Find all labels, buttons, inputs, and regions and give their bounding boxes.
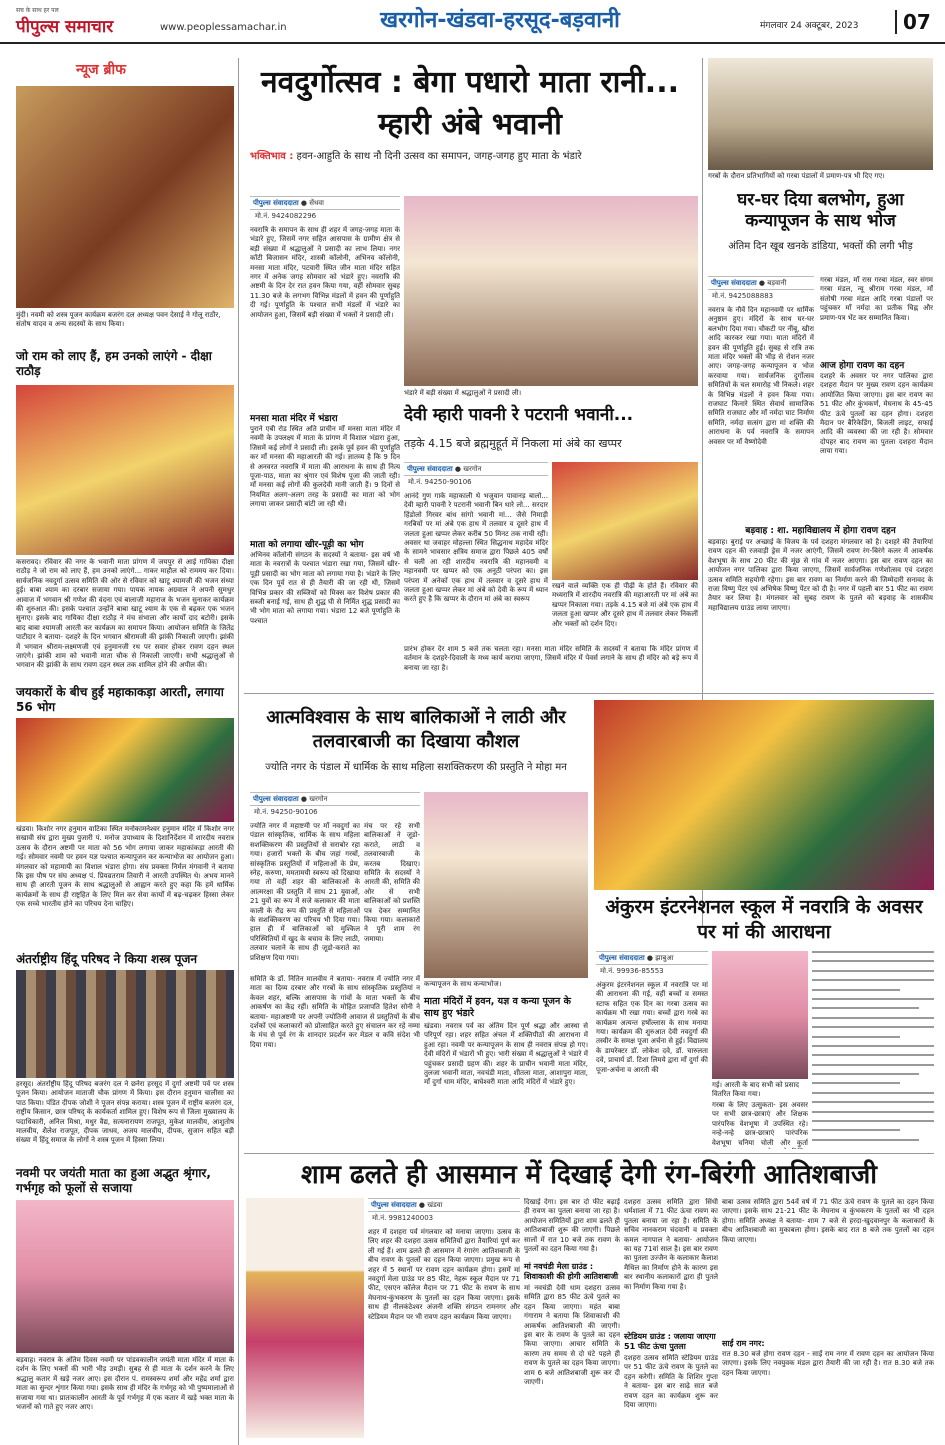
khappar-photo bbox=[552, 462, 698, 580]
talwar-body: खंडवा। नवरात्र पर्व का अंतिम दिन पूर्ण श्रद्धा और आस्था से परिपूर्ण रहा। शहर सहित अंचल में शक्तिपीठों की आराधना में हुआ रहा। नवमी पर कन्यापूजन के साथ ही नवरात्र संपन्न हो गए। देवी मंदिरों में भंडारों भी हुए। भारी संख्या में श्रद्धालुओं ने भंडारे में पहुंचकर प्रसादी ग्रहण की। शहर के प्राचीन भवानी माता मंदिर, तुलजा भवानी माता, नवचंडी माता, शीतला माता, आशापुरा माता, माँ दुर्गा धाम मंदिर, बाघेश्वरी माता आदि मंदिरों में भंडारे हुए। bbox=[424, 1022, 588, 1087]
subhead: मां नवचंडी मेला ग्राउंड : शिवाकाशी की होगी आतिशबाजी bbox=[524, 1262, 619, 1281]
kanya-bhoj-photo bbox=[424, 792, 588, 978]
byline: पीपुल्स संवाददाता ● झाबुआ bbox=[596, 951, 708, 965]
byline-paper: पीपुल्स संवाददाता bbox=[253, 795, 299, 803]
shastra-pujan-photo bbox=[16, 970, 234, 1078]
issue-date: मंगलवार 24 अक्टूबर, 2023 bbox=[760, 21, 859, 31]
brief-body: खंडवा। किशोर नगर हनुमान वाटिका स्थित मनोकामनेश्वर हनुमान मंदिर में किशोर नगर सखावी संघ द्वारा मुख्य पुजारी पं. मनोज उपाध्याय के दिशानिर्देशन में शारदीय नवरात्र उत्सव के दौरान अष्टमी पर माता को 56 भोग लगाया जाकर महाकांकड़ा आरती की गई। सोमवार नवमी पर हवन यज्ञ पश्चात कन्यापूजन कर कन्याभोज का आयोजन हुआ। मंगलवार को महामायी का विशाल भंडारा होगा। संघ प्रवक्ता निर्मल मंगवानी ने बताया कि इस पौष पर संघ अध्यक्ष पं. प्रियव्रतराम तिवारी ने आरती उपस्थित थे। अभय मानने साथ ही आरती पूजन के साथ श्रद्धालुओं से आह्वान करते हुए कहा कि हमें धार्मिक कार्यक्रमों के साथ ही राष्ट्रहित के लिए मिल कर सेवा कार्यों में बढ़-चढ़कर हिस्सा लेकर एक सच्चे भारतीय होने का परिचय देना चाहिए। bbox=[16, 825, 234, 909]
photo-caption: भंडारे में बड़ी संख्या में श्रद्धालुओं ने प्रसादी ली। bbox=[404, 389, 522, 397]
section-rule bbox=[244, 693, 934, 694]
kanya-deck: अंतिम दिन खूब खनके डांडिया, भक्तों की लगी भीड़ bbox=[728, 241, 913, 252]
section-rule bbox=[244, 1153, 934, 1154]
byline: पीपुल्स संवाददाता ● सेंधवा bbox=[250, 196, 400, 210]
byline-place: खरगोन bbox=[463, 465, 482, 473]
talwar-headline: आत्मविश्वास के साथ बालिकाओं ने लाठी और तलवारबाजी का दिखाया कौशल bbox=[266, 707, 566, 752]
byline-place: बड़वानी bbox=[767, 279, 787, 287]
brief-headline: अंतर्राष्ट्रीय हिंदू परिषद ने किया शस्त्र पूजन bbox=[16, 952, 198, 966]
subhead: मनसा माता मंदिर में भंडारा bbox=[250, 414, 338, 424]
logo-tagline: सच के साथ हर पल bbox=[16, 7, 59, 14]
photo-caption: गरबों के दौरान प्रतिभागियों को गरबा पंडालों में प्रमाण-पत्र भी दिए गए। bbox=[708, 172, 885, 180]
fireworks-headline: शाम ढलते ही आसमान में दिखाई देगी रंग-बिरंगी आतिशबाजी bbox=[301, 1160, 877, 1190]
byline-paper: पीपुल्स संवाददाता bbox=[599, 954, 645, 962]
main-body: नवरात्रि के समापन के साथ ही शहर में जगह-जगह माता के भंडारे हुए, जिसमें नगर सहित आसपास के ग्रामीण क्षेत्र से बड़ी संख्या में श्रद्धालुओं ने प्रसादी का लाभ लिया। नगर कॉटी बिजासन मंदिर, शास्त्री कॉलोनी, अभिनव कॉलोनी, मनसा माता मंदिर, पटवारी स्थित जीन माता मंदिर सहित नगर में अनेक जगह सोमवार को भंडारे हुए। नवरात्रि की अष्टमी के दिन देर रात हवन किया गया, वहीं सोमवार सुबह 11.30 बजे के लगभग विभिन्न मंडलों में हवन की पूर्णाहुति दी गई। पूर्णाहुति के पश्चात सभी मंडलों में भंडारे का आयोजन हुआ, जिसमें बड़ी संख्या में भक्तों ने प्रसादी ली। bbox=[250, 226, 400, 319]
subhead: आज होगा रावण का दहन bbox=[820, 361, 905, 371]
byline: पीपुल्स संवाददाता ● खरगोन bbox=[404, 462, 548, 476]
photo-caption: गई। आरती के बाद सभी को प्रसाद वितरित किया गया। bbox=[712, 1081, 800, 1098]
fireworks-body: दशहरा उत्सव समिति द्वारा सिंधी धर्मशाला में 71 फीट ऊंचा रावण का पुतला बनाया जा रहा है। समिति के सचिव नानकराम चंदवानी व प्रवक्ता कमल नागपाल ने बताया- आयोजन का यह 71वां साल है। इस बार रावण का पुतला उज्जैन के कलाकार कैलाश मैथिल का निर्माण होने के कारण इस बार स्थानीय कलाकारों द्वारा ही पुतले का निर्माण किया गया है। bbox=[624, 1198, 718, 1291]
byline-paper: पीपुल्स संवाददाता bbox=[407, 465, 453, 473]
kanya-body: नवरात्र के नौवें दिन महानवमी पर धार्मिक अनुष्ठान हुए। मंदिरों के साथ घर-घर बलभोग दिया गया। चौकटी पर नींबू, खीरा आदि कारकर रखा गया। माता मंदिरों में हवन की पूर्णाहुति हुई। सुबह से रात्रि तक माता मंदिर भक्तों की भीड़ से रोशन नजर आए। जगह-जगह कन्यापूजन व भोज करवाया गया। सार्वजनिक दुर्गोत्सव समितियों के चल समारोह भी निकले। शहर के विभिन्न मंडलों ने हवन किया गया। राजघाट किनारे स्थित सेवार्थ सामाजिक समिति राजघाट और माँ नर्मदा घाट निर्माण समिति, नर्मदा सत्संग द्वारा मां शक्ति की आराधना के पर्व नवरात्रि के समापन अवसर पर माँ वैष्णोदेवी bbox=[708, 306, 814, 446]
fireworks-body: रात 8.30 बजे होगा रावण दहन - साईं राम नगर में रावण दहन का आयोजन किया जाएगा। इसके लिए नवयुवक मंडल द्वारा तैयारी की जा रही है। रात 8.30 बजे तक दहन किया जाएगा। bbox=[722, 1350, 934, 1377]
reporter-mobile: मो.नं. 9981240003 bbox=[372, 1214, 434, 1222]
brief-body: हरसूद। अंतर्राष्ट्रीय हिंदू परिषद बजरंग दल ने छनेरा हरसूद में दुर्गा अष्टमी पर्व पर शस्त्र पूजन किया। आयोजन माताजी चौक प्रांगण में किया। इस दौरान हनुमान चालीसा का पाठ किया। पंडित दीपक जोशी ने पूजन संपन्न कराया। शस्त्र पूजन में राष्ट्रीय बजरंग दल, राष्ट्रीय किसान, छात्र परिषद् के कार्यकर्ता शामिल हुए। विशेष रूप से जिला मुख्यालय के पदाधिकारी, अनिल मिश्रा, मधुर वैद्य, सत्यनारायण राजपूत, मुकेश मालवीय, आशुतोष मालवीय, शैलेश राजपूत, दीपक जाधव, अजय मालवीय, दीपक, सुजान सहित बड़ी संख्या में हिंदू समाज के लोगों ने शस्त्र पूजन में हिस्सा लिया। bbox=[16, 1080, 234, 1145]
khappar-body: प्रारंभ होकर देर शाम 5 बजे तक चलता रहा। मनसा माता मंदिर समिति के सदस्यों ने बताया कि मंदिर प्रांगण में वर्तमान के दशहरे-दिवाली के मध्य कार्य कराया जाएगा, जिसमें मंदिर में पेवर्स लगाने के साथ ही मंदिर को बड़े रूप में बनाया जा रहा है। bbox=[404, 645, 698, 672]
ankuram-body-continued bbox=[812, 951, 934, 1149]
deck-kicker: भक्तिभाव : bbox=[250, 151, 294, 162]
main-headline: नवदुर्गोत्सव : बेगा पधारो माता रानी... म्हारी अंबे भवानी bbox=[261, 65, 679, 142]
khappar-headline: देवी म्हारी पावनी रे पटरानी भवानी... bbox=[404, 405, 634, 425]
subhead: माता मंदिरों में हवन, यज्ञ व कन्या पूजन के साथ हुए भंडारे bbox=[424, 996, 571, 1019]
logo-text: पीपुल्स समाचार bbox=[16, 17, 114, 37]
khappar-body: रखने वाले व्यक्ति एक ही पीढ़ी के होते हैं। रविवार की मध्यरात्रि में शारदीय नवरात्रि की महाआरती पर मां अंबे का खप्पर निकाला गया। तड़के 4.15 बजे मां अंबे एक हाथ में जलता हुआ खप्पर और दूसरे हाथ में तलवार लेकर निकलीं और भक्तों को दर्शन दिए। bbox=[552, 582, 698, 628]
khappar-body: आनंदे गुण गाके महाकाली थे भजुवान पावानड़ बालो... देवी म्हारी पावनी रे पटरानी भवानी बिन थारे लो... सरदार हिंडोलो गिरवर बांध सांगो भवानी मां... जैसे निमाड़ी गरबियों पर मां अंबे एक हाथ में तलवार व दूसरे हाथ में जलता हुआ खप्पर लेकर करीब 50 मिनट तक नाची रहीं। अवसर था जवाहर मोहल्ला स्थित सिद्धनाथ महादेव मंदिर के सामने भावसार क्षत्रिय समाज द्वारा पिछले 405 वर्षों से चली आ रही शारदीय नवरात्रि की महानवमी व महानवमी पर खप्पर को एक अनूठी परंपरा का। इस परंपरा में अनेकों एक हाथ में तलवार व दूसरे हाथ में जलता हुआ खप्पर लेकर मां अंबे को देवी के रूप में ध्यान करते हुए है कि खप्पर के दौरान मां अंबे का स्वरूप bbox=[404, 492, 548, 604]
khappar-deck: तड़के 4.15 बजे ब्रह्ममुहूर्त में निकला मां अंबे का खप्पर bbox=[404, 437, 622, 450]
ankuram-garba-photo bbox=[594, 700, 934, 890]
talwar-deck: ज्योति नगर के पंडाल में धार्मिक के साथ महिला सशक्तिकरण की प्रस्तुति ने मोहा मन bbox=[265, 762, 567, 773]
kanya-body: दशहरे के अवसर पर नगर पालिका द्वारा दशहरा मैदान पर मुख्य रावण दहन कार्यक्रम आयोजित किया जाएगा। इस बार रावण का 51 फीट और कुंभकर्ण, मेघनाथ के 45-45 फीट ऊंचे पुतलों का दहन होगा। दशहरा मैदान पर बैरिकेडिंग, बिजली लाइट, सफाई आदि की व्यवस्था की जा रही है। सोमवार दोपहर बाद रावण का पुतला दशहरा मैदान लाया गया। bbox=[820, 372, 933, 456]
reporter-mobile: मो.नं. 94250-90106 bbox=[254, 808, 318, 816]
subhead: साईं राम नगर: bbox=[722, 1339, 765, 1348]
byline-paper: पीपुल्स संवाददाता bbox=[711, 279, 757, 287]
reporter-mobile: मो.नं. 99936-85553 bbox=[600, 967, 664, 975]
ankuram-headline: अंकुरम इंटरनेशनल स्कूल में नवरात्रि के अवसर पर मां की आराधना bbox=[605, 896, 923, 943]
fireworks-body: शहर में दशहरा पर्व मंगलवार को मनाया जाएगा। उत्सव के लिए शहर की दशहरा उत्सव समितियों द्वारा तैयारियां पूर्ण कर ली गई हैं। शाम ढलते ही आसमान में रंगारंग आतिशबाजी के बीच रावण के पुतलों का दहन किया जाएगा। प्रमुख रूप से शहर में 5 स्थानों पर रावण दहन कार्यक्रम होगा। इसमें मां नवदुर्गा मेला ग्राउंड पर 85 फीट, नेहरू स्कूल मैदान पर 71 फीट, एसएन कॉलेज मैदान पर 71 फीट के रावण के साथ मेघनाथ-कुंभकरण के पुतलों का दहन किया जाएगा। इसके साथ ही नीलकंठेश्वर अंजनी शक्ति संगठन रामनगर और स्टेडियम मैदान पर भी रावण दहन कार्यक्रम किया जाएगा। bbox=[368, 1228, 520, 1321]
talwar-body: समिति के डॉ. नितिन मालवीय ने बताया- नवरात्र में ज्योति नगर में माता का दिव्य दरबार और गरबों के साथ सांस्कृतिक प्रस्तुतियां न केवल शहर, बल्कि आसपास के गांवों के माता भक्तों के बीच आकर्षण का केंद्र रहीं। समिति के मोहित प्रजापति हितेश सोनी ने बताया- महाअष्टमी पर अपनी ज्योतिनी आवाज से प्रस्तुतियों के बीच दर्शकों एवं कलाकारों को प्रोत्साहित करते हुए संचालन कर रहे नम्मा के मंच से पूर्व रंग के शानदार प्रदर्शन कर मेडल व कवि संदेश भी दिया गया। bbox=[250, 975, 420, 1049]
byline-paper: पीपुल्स संवाददाता bbox=[371, 1201, 417, 1209]
byline-paper: पीपुल्स संवाददाता bbox=[253, 199, 299, 207]
main-body: अभिनव कॉलोनी संगठन के सदस्यों ने बताया- इस वर्ष भी माता के नवरात्रों के पश्चात भंडारा रखा गया, जिसमें खीर-पूड़ी प्रसादी का भोग माता को लगाया गया है। भंडारे के लिए एक दिन पूर्व रात से ही तैयारी की जा रही थी, जिसमें विभिन्न प्रकार की सब्जियों को मिक्स कर विशेष प्रकार की सब्जी बनाई गई, साथ ही शुद्ध घी से निर्मित शुद्ध प्रसादी का भी भोग माता को लगाया गया। भंडारा 12 बजे पूर्णाहुति के पश्चात bbox=[250, 551, 400, 625]
temple-pooja-photo bbox=[16, 86, 234, 308]
kanya-headline: घर-घर दिया बलभोग, हुआ कन्यापूजन के साथ भोज bbox=[737, 190, 904, 231]
brief-body: कसरावद। रविवार की नगर के भवानी माता प्रांगण में जयपुर से आई गायिका दीक्षा राठौड़ ने जो राम को लाए हैं, हम उनको लाएंगे... गाकर माहौल को राममय कर दिया। सार्वजनिक नवदुर्गा उत्सव समिति की ओर से रविवार को खाटू श्यामजी की भजन संध्या हुई। बाबा श्याम का दरबार सजाया गया। पायक नायक अग्रवाल ने अपनी सुमधुर आवाज में भगवान श्री गणेश की वंदना एवं बालाजी महाराज के भजन सुनाकर कार्यक्रम की शुरुआत की। इसके पश्चात उन्होंने बाबा खाटू श्याम के एक से बढ़कर एक भजन सुनाए। इसके बाद गायिका दीक्षा राठौड़ ने मंच संभाला और कार्यों दाद बटोरी। इसके बाद बाबा श्यामजी आरती कर कार्यक्रम का समापन किया। आयोजन समिति के जितेंद्र पाटीदार ने बताया- दशहरे के दिन भगवान श्रीरामजी की झांकी निकाली जाएगी। झांकी में भगवान श्रीराम-लक्ष्मणजी एवं हनुमानजी रथ पर सवार होकर रावण दहन स्थल जाएंगे। झांकी शाम को भवानी माता चौक से निकाली जाएगी। सभी श्रद्धालुओं से भगवान की झांकी के साथ रावण दहन स्थल तक शामिल होने की अपील की। bbox=[16, 558, 234, 670]
brief-body: बड़वाह। नवरात्र के अंतिम दिवस नवमी पर पांडवकालीन जयंती माता मंदिर में माता के दर्शन के लिए भक्तों की भारी भीड़ उमड़ी। सुबह से ही माता के दर्शन करने के लिए श्रद्धालु कतार में खड़े नजर आए। इस दौरान पं. रामस्वरूप शर्मा और महेंद्र शर्मा द्वारा माता का सुन्दर शृंगार किया गया। इसके साथ ही मंदिर के गर्भगृह को भी पुष्पमालाओं से सजाया गया था। प्रातःकालीन आरती के पूर्व गर्भगृह में एक कतार में खड़े भक्त माता के भजनों को गाते हुए नजर आए। bbox=[16, 1356, 234, 1412]
main-deck bbox=[250, 150, 696, 163]
talwar-body: मंच पर रहे सभी बालिकाओं ने जूडो-कराते, लाठी व तलवारबाजी के करतब दिखाए। समिति के सदस्यों ने आरती की, समिति की ओर से सभी बालिकाओं को प्रशस्ति पत्र देकर सम्मानित किया गया। कलाकारों ने पूरी शाम रंग जमाया। bbox=[364, 822, 420, 943]
deck-text: हवन-आहुति के साथ नौ दिनी उत्सव का समापन, जगह-जगह हुए माता के भंडारे bbox=[296, 151, 582, 162]
byline-place: झाबुआ bbox=[655, 954, 674, 962]
reporter-mobile: मो.नं. 94250-90106 bbox=[408, 478, 472, 486]
news-brief-tag: न्यूज ब्रीफ bbox=[76, 62, 126, 78]
masthead bbox=[0, 0, 945, 44]
aarti-crowd-photo bbox=[16, 718, 234, 822]
byline-place: खरगोन bbox=[309, 795, 328, 803]
byline-place: खंडवा bbox=[427, 1201, 443, 1209]
ravan-effigy-photo bbox=[246, 1198, 364, 1438]
brief-headline: जयकारों के बीच हुई महाकाकड़ा आरती, लगाया 56 भोग bbox=[16, 685, 224, 714]
kanya-body: बड़वाह। बुराई पर अच्छाई के विजय के पर्व दशहरा मंगलवार को है। दशहरे की तैयारियां रावण दहन की रजवाड़ी ड्रेस में नजर आएंगी, जिसमें रावण रंग-बिरंगे कलर में आकर्षक वेशभूषा के साथ 20 फीट की मूंछ से गांव में नजर आएगा। इस बार रावण दहन का आयोजन नगर पालिका द्वारा किया जाएगा, जिसमें सार्वजनिक गणेशोत्सव एवं दशहरा उत्सव समिति सहयोगी रहेगा। इस बार रावण का निर्माण करने की जिम्मेदारी सनावद के राजा विष्णु पेंटर एवं अभिषेक विष्णु पेंटर को दी है। नगर में पहली बार 51 फीट का रावण तैयार कर लिया है। मंगलवार को सुबह रावण के पुतले को बड़वाह के शासकीय महाविद्यालय ग्राउंड लाया जाएगा। bbox=[708, 538, 933, 612]
photo-caption: कन्यापूजन के साथ कन्याभोज। bbox=[424, 980, 502, 988]
brief-headline: नवमी पर जयंती माता का हुआ अद्भुत श्रृंगार, गर्भगृह को फूलों से सजाया bbox=[16, 1166, 211, 1195]
byline-place: सेंधवा bbox=[309, 199, 324, 207]
ankuram-aarti-photo bbox=[712, 951, 808, 1079]
byline: पीपुल्स संवाददाता ● बड़वानी bbox=[708, 276, 814, 290]
fireworks-body: बाबा उत्सव समिति द्वारा 54वें वर्ष में 71 फीट ऊंचे रावण के पुतले का दहन किया जाएगा। इसके साथ 21-21 फीट के मेघनाथ व कुंभकरण के पुतलों का भी दहन होगा। समिति अध्यक्ष ने बताया- शाम 7 बजे से हरदा-खुदवानपुर के कलाकारों के बीच आतिशबाजी का मुकाबला होगा। इसके बाद रात 8 बजे तक पुतलों का दहन किया जाएगा। bbox=[722, 1198, 934, 1244]
subhead: माता को लगाया खीर-पूड़ी का भोग bbox=[250, 540, 364, 550]
fireworks-body: दिखाई देगा। इस बार दो फीट बढ़ाई ही रावण का पुतला बनाया जा रहा है। आयोजन समितियों द्वारा शाम ढलते ही आतिशबाजी शुरू की जाएगी। पिछले सालों में रात 10 बजे तक रावण के पुतलों का दहन किया गया है। bbox=[524, 1198, 620, 1254]
page-number: 07 bbox=[895, 10, 931, 34]
column-rule-left bbox=[238, 58, 239, 1445]
photo-caption: मुंदी। नवमी को शस्त्र पूजन कार्यक्रम बजरंग दल अध्यक्ष पवन देसाई ने गोलू राठौर, संतोष यादव व अन्य सदस्यों के साथ किया। bbox=[16, 311, 221, 328]
reporter-mobile: मो.नं. 9424082296 bbox=[255, 212, 317, 220]
byline: पीपुल्स संवाददाता ● खंडवा bbox=[368, 1198, 520, 1212]
fireworks-body: मां नवचंडी देवी धाम दशहरा उत्सव समिति द्वारा 85 फीट ऊंचे पुतले का दहन किया जाएगा। महंत बाबा गंगाराम ने बताया कि शिवाकाशी की आकर्षक आतिशबाजी की जाएगी। इस बार के रावण के पुतले का दहन किया जाएगा। आचार समिति के कारण तय समय से दो घंटे पहले ही रावण के पुतले का दहन किया जाएगा। शाम 6 बजे आतिशबाजी शुरू कर दी जाएगी। bbox=[524, 1284, 620, 1387]
jayanti-mata-shringar-photo bbox=[16, 1200, 234, 1353]
reporter-mobile: मो.नं. 9425088883 bbox=[712, 292, 774, 300]
kanya-body: गरबा मंडल, माँ रास गरबा मंडल, स्वर संगम गरबा मंडल, न्यू श्रीराम गरबा मंडल, माँ संतोषी गरबा मंडल आदि गरबा पंडालों पर पहुंचकर माँ नर्मदा का प्रतीक चिह्न और प्रमाण-पत्र भेंट कर सम्मानित किया। bbox=[820, 276, 933, 322]
subhead: स्टेडियम ग्राउंड : जलाया जाएगा 51 फीट ऊंचा पुतला bbox=[624, 1332, 716, 1351]
garba-certificate-photo bbox=[708, 58, 933, 170]
region-title: खरगोन-खंडवा-हरसूद-बड़वानी bbox=[380, 8, 620, 33]
brief-headline: जो राम को लाए हैं, हम उनको लाएंगे - दीक्षा राठौड़ bbox=[16, 349, 212, 378]
ankuram-body: गरबा के लिए उत्सुकता- इस अवसर पर सभी छात्र-छात्राएं और शिक्षक पारंपरिक वेशभूषा में उपस्थित रहे। नन्हे-नन्हे छात्र-छात्राएं पारंपरिक वेशभूषा चनिया चोली और कुर्ता bbox=[712, 1101, 808, 1147]
main-body: पुराने एबी रोड स्थित अति प्राचीन माँ मनसा माता मंदिर में नवमी के उपलक्ष्य में माता के प्रांगण में विशाल भंडारा हुआ, जिसमें कई लोगों ने प्रसादी ली। इसके पूर्व हवन की पूर्णाहुति कर माँ मनसा की महाआरती की गई। ज्ञातव्य है कि 9 दिन से अनवरत नवरात्रि में माता की आराधना के साथ ही नित्य पूजा-पाठ, माता का श्रृंगार एवं विशेष पूजा की जाती रही। माँ मनसा कई लोगों की कुलदेवी मानी जाती हैं। 9 दिनों से नियमित अलग-अलग तरह के प्रसादी का माता को भोग लगाया जाकर प्रसादी बांटी जा रही थी। bbox=[250, 425, 400, 509]
ankuram-body: अंकुरम इंटरनेशनल स्कूल में नवरात्रि पर मां की आराधना की गई, वहीं बच्चों व समस्त स्टाफ सहित एक दिन का गरबा उत्सव का कार्यक्रम भी रखा गया। बच्चों द्वारा गरबे का कार्यक्रम अत्यन्त हर्षोल्लास के साथ मनाया गया। कार्यक्रम की शुरुआत देवी नवदुर्गा की तस्वीर के समक्ष पूजा अर्चना से हुई। विद्यालय के डायरेक्टर डॉ. लोकेश दवे, डॉ. चारुलता दवे, प्राचार्य डॉ. टिशा लिमये द्वारा माँ दुर्गा की पूजा-अर्चना व आरती की bbox=[596, 981, 708, 1074]
talwar-body: ज्योति नगर में महाष्टमी पर माँ नवदुर्गा का पंडाल सांस्कृतिक, धार्मिक के साथ महिला सशक्तिकरण की प्रस्तुतियों से सराबोर रहा गया। हजारों भक्तों के बीच जहां गरबों, सांस्कृतिक प्रस्तुतियों में महिलाओं के प्रेम, स्नेह, करुणा, ममतामयी स्वरूप को दिखाया गया तो वहीं शहर की बालिकाओं के आत्मरक्षा की प्रस्तुति में साथ 21 युवाओं, 21 युवों का रूप में सजे कलाकार की माता काली के रौद्र रूप की प्रस्तुति से महिलाओं के सशक्तिकरण का परिचय भी दिया गया। हाल ही में बालिकाओं को मुश्किल परिस्थितियों में खुद के बचाव के लिए लाठी, तलवार चलाने के साथ ही जूडो-कराते का प्रशिक्षण दिया गया। bbox=[250, 822, 360, 962]
site-url[interactable]: www.peoplessamachar.in bbox=[160, 22, 287, 33]
fireworks-body: दशहरा उत्सव समिति स्टेडियम ग्राउंड पर 51 फीट ऊंचे रावण के पुतले का दहन करेगी। समिति के शिशिर गुप्ता ने बताया- इस बार साढ़े सात बजे रावण दहन का कार्यक्रम शुरू कर दिया जाएगा। bbox=[624, 1354, 718, 1410]
bhajan-sandhya-photo bbox=[16, 385, 234, 555]
subhead: बड़वाह : शा. महाविद्यालय में होगा रावण दहन bbox=[745, 526, 896, 536]
newspaper-logo[interactable] bbox=[16, 6, 113, 37]
bhandara-photo bbox=[404, 196, 698, 386]
byline: पीपुल्स संवाददाता ● खरगोन bbox=[250, 792, 420, 806]
